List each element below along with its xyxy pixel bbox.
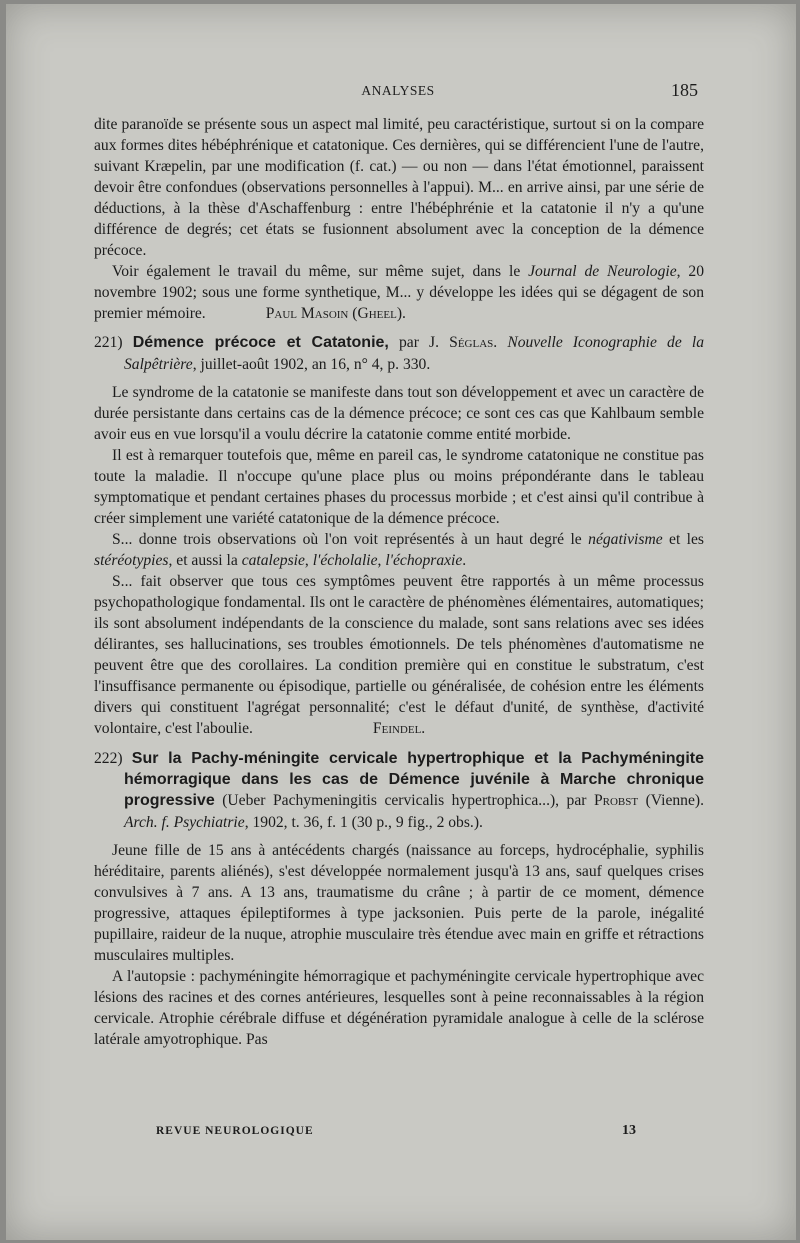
page-footer xyxy=(156,1121,636,1141)
entry-author: Probst xyxy=(593,792,639,810)
entry-author: Séglas. xyxy=(449,334,498,352)
entry-title: Sur la Pachy-méningite cervicale hypertrophique et la Pachyméningite hémorragique dans les cas de Démence juvénile à Marche chronique progressive xyxy=(124,750,705,810)
paragraph-continuation: dite paranoïde se présente sous un aspect mal limité, peu caractéristique, surtout si on la compare aux formes dites hébéphrénique et catatonique. Ces dernières, qui se différencient l'une de l'autre, suivant Kræpelin, par une modification (f. cat.) — ou non — dans l'état émotionnel, paraissent devoir être confondues (observations personnelles à l'appui). M... en arrive ainsi, par une série de déductions, à la thèse d'Aschaffenburg : entre l'hébéphrénie et la catatonie il n'y a qu'une différence de degrés; cet états se fusionnent absolument avec la conception de la démence précoce. xyxy=(94,116,704,260)
page-number: 185 xyxy=(671,80,698,100)
footer-journal: REVUE NEUROLOGIQUE xyxy=(156,1125,314,1137)
paragraph: S... donne trois observations où l'on voit représentés à un haut degré le négativisme et les stéréotypies, et aussi la catalepsie, l'écholalie, l'échopraxie. xyxy=(94,530,705,569)
entry-journal: Nouvelle Iconographie de la Salpêtrière xyxy=(124,334,704,373)
paragraph: Jeune fille de 15 ans à antécédents chargés (naissance au forceps, hydrocéphalie, syphilis héréditaire, parents aliénés), s'est développée normalement jusqu'à 13 ans, sauf quelques crises convulsives à 7 ans. A 13 ans, traumatisme du crâne ; à partir de ce moment, démence progressive, attaques épileptiformes à type jacksonien. Puis perte de la parole, inégalité pupillaire, raideur de la nuque, atrophie musculaire très étendue avec main en griffe et rétractions musculaires multiples. xyxy=(94,841,704,964)
paragraph: Le syndrome de la catatonie se manifeste dans tout son développement et avec un caractère de durée persistante dans certains cas de la démence précoce; ce sont ces cas que Kahlbaum semble avoir eus en vue lorsqu'il a voulu décrire la catatonie comme entité morbide. xyxy=(94,383,704,443)
entry-222-heading: 222) Sur la Pachy-méningite cervicale hypertrophique et la Pachyméningite hémorragique dans les cas de Démence juvénile à Marche chronique progressive (Ueber Pachymeningitis cervicalis hypertrophica...), par Probst (Vienne). Arch. f. Psychiatrie, 1902, t. 36, f. 1 (30 p., 9 fig., 2 obs.). xyxy=(94,750,705,831)
entry-221-heading: 221) Démence précoce et Catatonie, par J. Séglas. Nouvelle Iconographie de la Salpêtrière, juillet-août 1902, an 16, n° 4, p. 330. xyxy=(94,334,704,373)
page-header xyxy=(94,80,702,102)
entry-journal: Arch. f. Psychiatrie xyxy=(124,813,245,831)
paragraph-reference: Voir également le travail du même, sur même sujet, dans le Journal de Neurologie, 20 novembre 1902; sous une forme synthetique, M... y développe les idées qui se dégagent de son premier mémoire. Paul Masoin (Gheel). xyxy=(94,263,704,323)
article-body xyxy=(94,114,704,1050)
page xyxy=(6,4,796,1240)
paragraph: A l'autopsie : pachyméningite hémorragique et pachyméningite cervicale hypertrophique avec lésions des racines et des cornes antérieures, lesquelles sont à peine reconnaissables à la région cervicale. Atrophie cérébrale diffuse et dégénération pyramidale analogue à celle de la sclérose latérale amyotrophique. Pas xyxy=(94,967,704,1048)
paragraph: Il est à remarquer toutefois que, même en pareil cas, le syndrome catatonique ne constitue pas toute la maladie. Il n'occupe qu'une place plus ou moins prépondérante dans le tableau symptomatique et pendant certaines phases du processus morbide ; et c'est ainsi qu'il contribue à créer simplement une variété catatonique de la démence précoce. xyxy=(94,446,704,527)
signature-feindel: Feindel. xyxy=(372,720,426,738)
signature-mark: 13 xyxy=(622,1123,636,1138)
paragraph: S... fait observer que tous ces symptômes peuvent être rapportés à un même processus psychopathologique fondamental. Ils ont le caractère de phénomènes élémentaires, automatiques; ils sont absolument indépendants de la conscience du malade, sont sans relations avec ses idées délirantes, ses hallucinations, ses troubles émotionnels. De tels phénomènes d'automatisme ne peuvent être que des corollaires. La condition première qui en constitue le substratum, c'est l'insuffisance permanente ou épisodique, partielle ou généralisée, de cohésion entre les éléments divers qui constituent l'agrégat personnalité; c'est le défaut d'unité, de synthèse, d'activité volontaire, c'est l'aboulie. Feindel. xyxy=(94,572,704,738)
signature-masoin: Paul Masoin (Gheel). xyxy=(265,305,406,323)
running-title: ANALYSES xyxy=(361,83,435,98)
entry-number: 222) xyxy=(94,750,123,768)
entry-number: 221) xyxy=(94,334,123,352)
entry-title: Démence précoce et Catatonie, xyxy=(132,334,389,352)
journal-reference: Journal de Neurologie xyxy=(528,263,677,281)
